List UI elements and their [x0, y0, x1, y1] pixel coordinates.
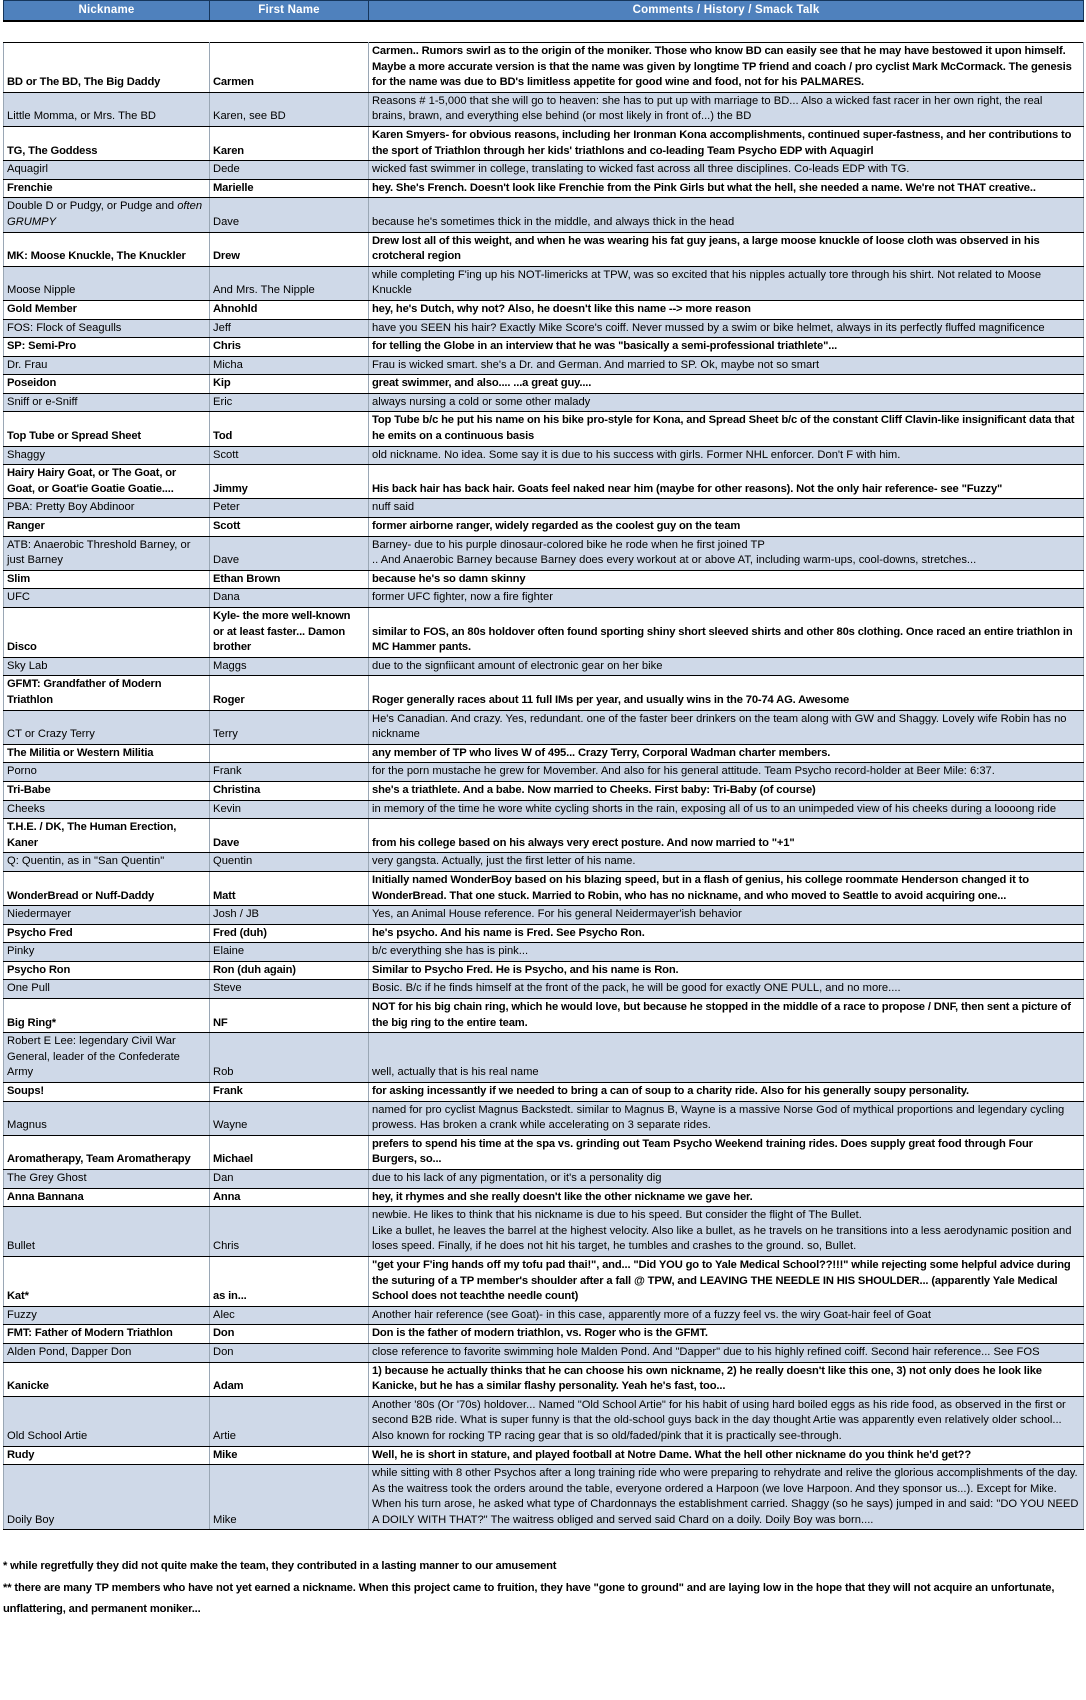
cell-nickname[interactable]: Doily Boy	[4, 1465, 210, 1530]
table-row[interactable]	[4, 1343, 1084, 1362]
table-row[interactable]	[4, 356, 1084, 375]
column-header-first-name[interactable]: First Name	[210, 1, 369, 22]
cell-nickname[interactable]: SP: Semi-Pro	[4, 338, 210, 357]
cell-first-name[interactable]: Chris	[210, 338, 369, 357]
cell-comments[interactable]: prefers to spend his time at the spa vs. grinding out Team Psycho Weekend training rides. Does supply great food through Four Burgers, so...	[369, 1135, 1084, 1169]
table-row[interactable]	[4, 393, 1084, 412]
cell-nickname[interactable]: FMT: Father of Modern Triathlon	[4, 1325, 210, 1344]
table-row[interactable]	[4, 1256, 1084, 1306]
cell-nickname[interactable]: Kat*	[4, 1256, 210, 1306]
header-spacer-row	[4, 21, 1084, 43]
cell-nickname[interactable]: WonderBread or Nuff-Daddy	[4, 871, 210, 905]
table-row[interactable]	[4, 375, 1084, 394]
cell-first-name[interactable]: NF	[210, 999, 369, 1033]
table-row[interactable]	[4, 1362, 1084, 1396]
spacer-cell-comments	[369, 21, 1084, 43]
cell-first-name[interactable]: Frank	[210, 763, 369, 782]
cell-first-name[interactable]: Mike	[210, 1446, 369, 1465]
cell-nickname[interactable]: Q: Quentin, as in "San Quentin"	[4, 853, 210, 872]
table-row[interactable]	[4, 499, 1084, 518]
cell-nickname[interactable]: Shaggy	[4, 446, 210, 465]
cell-comments[interactable]: newbie. He likes to think that his nickname is due to his speed. But consider the flight of The Bullet. Like a bullet, he leaves the barrel at the highest velocity. Also like a bullet, as he travels on he transitions into a less aerodynamic position and loses speed. Finally, if he does not hit his target, he tumbles and crashes to the ground. so, Bullet.	[369, 1207, 1084, 1257]
cell-nickname[interactable]: Soups!	[4, 1083, 210, 1102]
table-row[interactable]	[4, 232, 1084, 266]
table-row[interactable]	[4, 608, 1084, 658]
cell-first-name[interactable]: Don	[210, 1343, 369, 1362]
cell-first-name[interactable]: Quentin	[210, 853, 369, 872]
table-row[interactable]	[4, 1446, 1084, 1465]
cell-comments[interactable]: Another hair reference (see Goat)- in this case, apparently more of a fuzzy feel vs. the wiry Goat-hair feel of Goat	[369, 1306, 1084, 1325]
cell-nickname[interactable]: T.H.E. / DK, The Human Erection, Kaner	[4, 819, 210, 853]
cell-nickname[interactable]: Anna Bannana	[4, 1188, 210, 1207]
cell-nickname[interactable]: The Grey Ghost	[4, 1170, 210, 1189]
spacer-cell-nickname	[4, 21, 210, 43]
cell-first-name[interactable]: Dave	[210, 536, 369, 570]
table-row[interactable]	[4, 819, 1084, 853]
cell-comments[interactable]: "get your F'ing hands off my tofu pad thai!", and... "Did YOU go to Yale Medical School??!!!" while rejecting some helpful advice during the suturing of a TP member's shoulder after a fall @ TPW, and LEAVING THE NEEDLE IN HIS SHOULDER... (apparently Yale Medical School does not teachthe needle count)	[369, 1256, 1084, 1306]
table-row[interactable]	[4, 744, 1084, 763]
cell-comments[interactable]: Frau is wicked smart. she's a Dr. and German. And married to SP. Ok, maybe not so smart	[369, 356, 1084, 375]
cell-comments[interactable]: from his college based on his always very erect posture. And now married to "+1"	[369, 819, 1084, 853]
table-row[interactable]	[4, 446, 1084, 465]
cell-first-name[interactable]: Dede	[210, 161, 369, 180]
cell-nickname[interactable]: Aromatherapy, Team Aromatherapy	[4, 1135, 210, 1169]
cell-nickname[interactable]: Rudy	[4, 1446, 210, 1465]
cell-first-name[interactable]: Terry	[210, 710, 369, 744]
cell-nickname[interactable]: Double D or Pudgy, or Pudge and often GRUMPY	[4, 198, 210, 232]
table-row[interactable]	[4, 319, 1084, 338]
cell-comments[interactable]: Bosic. B/c if he finds himself at the front of the pack, he will be good for exactly ONE PULL, and no more....	[369, 980, 1084, 999]
cell-first-name[interactable]: Steve	[210, 980, 369, 999]
cell-first-name[interactable]: Anna	[210, 1188, 369, 1207]
cell-first-name[interactable]: Rob	[210, 1033, 369, 1083]
table-row[interactable]	[4, 800, 1084, 819]
cell-first-name[interactable]: Ron (duh again)	[210, 961, 369, 980]
column-header-nickname[interactable]: Nickname	[4, 1, 210, 22]
cell-first-name[interactable]: Micha	[210, 356, 369, 375]
table-row[interactable]	[4, 1033, 1084, 1083]
cell-comments[interactable]: named for pro cyclist Magnus Backstedt. similar to Magnus B, Wayne is a massive Norse God of mythical proportions and legendary cycling prowess. Has broken a crank while accelerating on 3 separate rides.	[369, 1101, 1084, 1135]
cell-nickname[interactable]: UFC	[4, 589, 210, 608]
table-row[interactable]	[4, 1083, 1084, 1102]
cell-first-name[interactable]: Kyle- the more well-known or at least faster... Damon brother	[210, 608, 369, 658]
footnote-double-asterisk: ** there are many TP members who have not yet earned a nickname. When this project came to fruition, they have "gone to ground" and are laying low in the hope that they will not acquire an unfortunate, unflattering, and permanent moniker...	[3, 1582, 1055, 1616]
cell-first-name[interactable]: Matt	[210, 871, 369, 905]
cell-first-name[interactable]: Jimmy	[210, 465, 369, 499]
cell-first-name[interactable]: Dan	[210, 1170, 369, 1189]
cell-nickname[interactable]: MK: Moose Knuckle, The Knuckler	[4, 232, 210, 266]
table-row[interactable]	[4, 92, 1084, 126]
nickname-table	[3, 0, 1084, 1530]
table-row[interactable]	[4, 1396, 1084, 1446]
cell-first-name[interactable]: as in...	[210, 1256, 369, 1306]
cell-first-name[interactable]: Scott	[210, 446, 369, 465]
nickname-emphasis: often GRUMPY	[7, 200, 203, 228]
table-row[interactable]	[4, 924, 1084, 943]
cell-first-name[interactable]: Peter	[210, 499, 369, 518]
table-row[interactable]	[4, 338, 1084, 357]
cell-nickname[interactable]: Top Tube or Spread Sheet	[4, 412, 210, 446]
cell-first-name[interactable]: Marielle	[210, 179, 369, 198]
cell-comments[interactable]: wicked fast swimmer in college, translating to wicked fast across all three disciplines. Co-leads EDP with TG.	[369, 161, 1084, 180]
table-row[interactable]	[4, 961, 1084, 980]
table-body	[4, 21, 1084, 1530]
footnotes	[3, 1556, 1081, 1620]
cell-comments[interactable]: NOT for his big chain ring, which he would love, but because he stopped in the middle of a race to propose / DNF, then sent a picture of the big ring to the entire team.	[369, 999, 1084, 1033]
cell-comments[interactable]: any member of TP who lives W of 495... Crazy Terry, Corporal Wadman charter members.	[369, 744, 1084, 763]
cell-nickname[interactable]: The Militia or Western Militia	[4, 744, 210, 763]
cell-first-name[interactable]: Karen	[210, 126, 369, 160]
cell-comments[interactable]: she's a triathlete. And a babe. Now married to Cheeks. First baby: Tri-Baby (of course)	[369, 781, 1084, 800]
cell-nickname[interactable]: CT or Crazy Terry	[4, 710, 210, 744]
cell-comments[interactable]: for telling the Globe in an interview that he was "basically a semi-professional triathlete"...	[369, 338, 1084, 357]
table-row[interactable]	[4, 676, 1084, 710]
cell-comments[interactable]: Roger generally races about 11 full IMs per year, and usually wins in the 70-74 AG. Awesome	[369, 676, 1084, 710]
table-row[interactable]	[4, 999, 1084, 1033]
cell-nickname[interactable]: Fuzzy	[4, 1306, 210, 1325]
cell-nickname[interactable]: Poseidon	[4, 375, 210, 394]
cell-first-name[interactable]: Drew	[210, 232, 369, 266]
cell-first-name[interactable]: Kip	[210, 375, 369, 394]
cell-nickname[interactable]: PBA: Pretty Boy Abdinoor	[4, 499, 210, 518]
cell-comments[interactable]: very gangsta. Actually, just the first letter of his name.	[369, 853, 1084, 872]
cell-first-name[interactable]: Michael	[210, 1135, 369, 1169]
cell-comments[interactable]: Reasons # 1-5,000 that she will go to heaven: she has to put up with marriage to BD... Also a wicked fast racer in her own right, the real brains, brawn, and everything else behind (or most likely in front of...) the BD	[369, 92, 1084, 126]
cell-nickname[interactable]: Pinky	[4, 943, 210, 962]
cell-first-name[interactable]: Karen, see BD	[210, 92, 369, 126]
cell-first-name[interactable]: Maggs	[210, 657, 369, 676]
cell-comments[interactable]: due to the signfiicant amount of electronic gear on her bike	[369, 657, 1084, 676]
cell-nickname[interactable]: Robert E Lee: legendary Civil War General, leader of the Confederate Army	[4, 1033, 210, 1083]
table-row[interactable]	[4, 1170, 1084, 1189]
table-row[interactable]	[4, 43, 1084, 93]
cell-first-name[interactable]: Josh / JB	[210, 906, 369, 925]
table-row[interactable]	[4, 179, 1084, 198]
table-row[interactable]	[4, 1306, 1084, 1325]
cell-comments[interactable]: Initially named WonderBoy based on his blazing speed, but in a flash of genius, his college roommate Henderson changed it to WonderBread. That one stuck. Married to Robin, who has no nickname, and who moved to Seattle to avoid acquiring one...	[369, 871, 1084, 905]
cell-first-name[interactable]: Dave	[210, 198, 369, 232]
cell-nickname[interactable]: Aquagirl	[4, 161, 210, 180]
cell-first-name[interactable]: Christina	[210, 781, 369, 800]
cell-nickname[interactable]: GFMT: Grandfather of Modern Triathlon	[4, 676, 210, 710]
cell-nickname[interactable]: Magnus	[4, 1101, 210, 1135]
cell-nickname[interactable]: Little Momma, or Mrs. The BD	[4, 92, 210, 126]
cell-comments[interactable]: Don is the father of modern triathlon, vs. Roger who is the GFMT.	[369, 1325, 1084, 1344]
cell-first-name[interactable]: And Mrs. The Nipple	[210, 266, 369, 300]
table-row[interactable]	[4, 412, 1084, 446]
cell-nickname[interactable]: Ranger	[4, 518, 210, 537]
spacer-cell-first-name	[210, 21, 369, 43]
cell-comments[interactable]: Barney- due to his purple dinosaur-colored bike he rode when he first joined TP .. And Anaerobic Barney because Barney does every workout at or above AT, including warm-ups, cool-downs, stretches...	[369, 536, 1084, 570]
cell-comments[interactable]: for asking incessantly if we needed to bring a can of soup to a charity ride. Also for his generally soupy personality.	[369, 1083, 1084, 1102]
cell-nickname[interactable]: Sniff or e-Sniff	[4, 393, 210, 412]
table-row[interactable]	[4, 763, 1084, 782]
cell-first-name[interactable]: Ahnohld	[210, 300, 369, 319]
cell-first-name[interactable]: Roger	[210, 676, 369, 710]
table-row[interactable]	[4, 518, 1084, 537]
cell-nickname[interactable]: Hairy Hairy Goat, or The Goat, or Goat, or Goat'ie Goatie Goatie....	[4, 465, 210, 499]
cell-comments[interactable]: in memory of the time he wore white cycling shorts in the rain, exposing all of us to an unimpeded view of his cheeks during a loooong ride	[369, 800, 1084, 819]
cell-nickname[interactable]: Moose Nipple	[4, 266, 210, 300]
cell-nickname[interactable]: Porno	[4, 763, 210, 782]
cell-nickname[interactable]: Gold Member	[4, 300, 210, 319]
cell-nickname[interactable]: Kanicke	[4, 1362, 210, 1396]
table-row[interactable]	[4, 980, 1084, 999]
table-row[interactable]	[4, 570, 1084, 589]
table-row[interactable]	[4, 906, 1084, 925]
cell-comments[interactable]: Similar to Psycho Fred. He is Psycho, and his name is Ron.	[369, 961, 1084, 980]
table-row[interactable]	[4, 853, 1084, 872]
cell-comments[interactable]: He's Canadian. And crazy. Yes, redundant. one of the faster beer drinkers on the team along with GW and Shaggy. Lovely wife Robin has no nickname	[369, 710, 1084, 744]
cell-nickname[interactable]: Frenchie	[4, 179, 210, 198]
cell-comments[interactable]: former UFC fighter, now a fire fighter	[369, 589, 1084, 608]
cell-nickname[interactable]: Disco	[4, 608, 210, 658]
table-row[interactable]	[4, 536, 1084, 570]
cell-comments[interactable]: old nickname. No idea. Some say it is due to his success with girls. Former NHL enforcer. Don't F with him.	[369, 446, 1084, 465]
cell-nickname[interactable]: Sky Lab	[4, 657, 210, 676]
cell-first-name[interactable]: Carmen	[210, 43, 369, 93]
cell-comments[interactable]: Well, he is short in stature, and played football at Notre Dame. What the hell other nickname do you think he'd get??	[369, 1446, 1084, 1465]
cell-comments[interactable]: have you SEEN his hair? Exactly Mike Score's coiff. Never mussed by a swim or bike helmet, always in its perfectly fluffed magnificence	[369, 319, 1084, 338]
table-row[interactable]	[4, 589, 1084, 608]
table-row[interactable]	[4, 161, 1084, 180]
cell-nickname[interactable]: Big Ring*	[4, 999, 210, 1033]
cell-comments[interactable]: nuff said	[369, 499, 1084, 518]
cell-first-name[interactable]: Alec	[210, 1306, 369, 1325]
cell-first-name[interactable]: Eric	[210, 393, 369, 412]
table-row[interactable]	[4, 266, 1084, 300]
cell-first-name[interactable]: Adam	[210, 1362, 369, 1396]
cell-first-name[interactable]: Wayne	[210, 1101, 369, 1135]
cell-comments[interactable]: Top Tube b/c he put his name on his bike pro-style for Kona, and Spread Sheet b/c of the constant Cliff Clavin-like insignificant data that he emits on a continuous basis	[369, 412, 1084, 446]
cell-nickname[interactable]: Psycho Ron	[4, 961, 210, 980]
cell-comments[interactable]: 1) because he actually thinks that he can choose his own nickname, 2) he really doesn't like this one, 3) not only does he look like Kanicke, but he has a similar flashy personality. Yeah he's fast, too...	[369, 1362, 1084, 1396]
column-header-comments[interactable]: Comments / History / Smack Talk	[369, 1, 1084, 22]
cell-nickname[interactable]: TG, The Goddess	[4, 126, 210, 160]
cell-first-name[interactable]: Chris	[210, 1207, 369, 1257]
cell-comments[interactable]: hey, he's Dutch, why not? Also, he doesn't like this name --> more reason	[369, 300, 1084, 319]
table-row[interactable]	[4, 1207, 1084, 1257]
cell-nickname[interactable]: ATB: Anaerobic Threshold Barney, or just Barney	[4, 536, 210, 570]
cell-comments[interactable]: well, actually that is his real name	[369, 1033, 1084, 1083]
table-row[interactable]	[4, 1135, 1084, 1169]
cell-nickname[interactable]: FOS: Flock of Seagulls	[4, 319, 210, 338]
cell-first-name[interactable]: Dana	[210, 589, 369, 608]
cell-nickname[interactable]: Psycho Fred	[4, 924, 210, 943]
table-row[interactable]	[4, 465, 1084, 499]
table-row[interactable]	[4, 710, 1084, 744]
cell-first-name[interactable]: Tod	[210, 412, 369, 446]
cell-comments[interactable]: while sitting with 8 other Psychos after a long training ride who were preparing to rehydrate and relive the glorious accomplishments of the day. As the waitress took the orders around the table, everyone ordered a Harpoon (we love Harpoon. And they sponsor us...). Except for Mike. When his turn arose, he asked what type of Chardonnays the establishment carried. Shaggy (so he says) jumped in and said: "DO YOU NEED A DOILY WITH THAT?" The waitress obliged and served said Chard on a doily. Doily Boy was born....	[369, 1465, 1084, 1530]
cell-nickname[interactable]: Slim	[4, 570, 210, 589]
cell-first-name[interactable]: Frank	[210, 1083, 369, 1102]
cell-comments[interactable]: hey. She's French. Doesn't look like Frenchie from the Pink Girls but what the hell, she needed a name. We're not THAT creative..	[369, 179, 1084, 198]
cell-first-name[interactable]: Kevin	[210, 800, 369, 819]
cell-first-name[interactable]: Scott	[210, 518, 369, 537]
cell-comments[interactable]: he's psycho. And his name is Fred. See Psycho Ron.	[369, 924, 1084, 943]
cell-nickname[interactable]: Alden Pond, Dapper Don	[4, 1343, 210, 1362]
table-header	[4, 1, 1084, 22]
cell-first-name[interactable]: Fred (duh)	[210, 924, 369, 943]
cell-comments[interactable]: close reference to favorite swimming hole Malden Pond. And "Dapper" due to his highly refined coiff. Second hair reference... See FOS	[369, 1343, 1084, 1362]
table-row[interactable]	[4, 1325, 1084, 1344]
cell-comments[interactable]: for the porn mustache he grew for Movember. And also for his general attitude. Team Psycho record-holder at Beer Mile: 6:37.	[369, 763, 1084, 782]
cell-comments[interactable]: Carmen.. Rumors swirl as to the origin of the moniker. Those who know BD can easily see that he may have bestowed it upon himself. Maybe a more accurate version is that the name was given by longtime TP friend and coach / pro cyclist Mark McCormack. The genesis for the name was due to BD's limitless appetite for good wine and food, not for his PALMARES.	[369, 43, 1084, 93]
table-row[interactable]	[4, 657, 1084, 676]
cell-nickname[interactable]: One Pull	[4, 980, 210, 999]
cell-comments[interactable]: due to his lack of any pigmentation, or it's a personality dig	[369, 1170, 1084, 1189]
cell-nickname[interactable]: Old School Artie	[4, 1396, 210, 1446]
cell-nickname[interactable]: Niedermayer	[4, 906, 210, 925]
table-row[interactable]	[4, 126, 1084, 160]
table-row[interactable]	[4, 781, 1084, 800]
cell-first-name[interactable]: Artie	[210, 1396, 369, 1446]
cell-comments[interactable]: b/c everything she has is pink...	[369, 943, 1084, 962]
cell-nickname[interactable]: Bullet	[4, 1207, 210, 1257]
cell-comments[interactable]: because he's so damn skinny	[369, 570, 1084, 589]
cell-comments[interactable]: Yes, an Animal House reference. For his general Neidermayer'ish behavior	[369, 906, 1084, 925]
table-row[interactable]	[4, 1188, 1084, 1207]
cell-first-name[interactable]: Mike	[210, 1465, 369, 1530]
cell-comments[interactable]: great swimmer, and also.... ...a great guy....	[369, 375, 1084, 394]
cell-nickname[interactable]: Dr. Frau	[4, 356, 210, 375]
cell-first-name[interactable]: Dave	[210, 819, 369, 853]
cell-nickname[interactable]: Cheeks	[4, 800, 210, 819]
table-row[interactable]	[4, 198, 1084, 232]
table-row[interactable]	[4, 943, 1084, 962]
header-row	[4, 1, 1084, 22]
cell-comments[interactable]: former airborne ranger, widely regarded as the coolest guy on the team	[369, 518, 1084, 537]
cell-comments[interactable]: similar to FOS, an 80s holdover often found sporting shiny short sleeved shirts and other 80s clothing. Once raced an entire triathlon in MC Hammer pants.	[369, 608, 1084, 658]
cell-comments[interactable]: while completing F'ing up his NOT-limericks at TPW, was so excited that his nipples actually tore through his shirt. Not related to Moose Knuckle	[369, 266, 1084, 300]
cell-comments[interactable]: Drew lost all of this weight, and when he was wearing his fat guy jeans, a large moose knuckle of loose cloth was observed in his crotcheral region	[369, 232, 1084, 266]
cell-comments[interactable]: because he's sometimes thick in the middle, and always thick in the head	[369, 198, 1084, 232]
cell-first-name[interactable]: Don	[210, 1325, 369, 1344]
table-row[interactable]	[4, 1465, 1084, 1530]
cell-comments[interactable]: His back hair has back hair. Goats feel naked near him (maybe for other reasons). Not the only hair reference- see "Fuzzy"	[369, 465, 1084, 499]
table-row[interactable]	[4, 1101, 1084, 1135]
table-row[interactable]	[4, 871, 1084, 905]
table-row[interactable]	[4, 300, 1084, 319]
cell-nickname[interactable]: BD or The BD, The Big Daddy	[4, 43, 210, 93]
cell-first-name[interactable]	[210, 744, 369, 763]
cell-first-name[interactable]: Elaine	[210, 943, 369, 962]
cell-nickname[interactable]: Tri-Babe	[4, 781, 210, 800]
cell-first-name[interactable]: Ethan Brown	[210, 570, 369, 589]
cell-comments[interactable]: Karen Smyers- for obvious reasons, including her Ironman Kona accomplishments, continued super-fastness, and her contributions to the sport of Triathlon through her kids' triathlons and co-leading Team Psycho EDP with Aquagirl	[369, 126, 1084, 160]
cell-comments[interactable]: hey, it rhymes and she really doesn't like the other nickname we gave her.	[369, 1188, 1084, 1207]
cell-comments[interactable]: Another '80s (Or '70s) holdover... Named "Old School Artie" for his habit of using hard boiled eggs as his ride food, as observed in the first or second B2B ride. What is super funny is that the old-school guys back in the day thought Artie was apparently even relatively older school... Also known for rocking TP racing gear that is so old/faded/pink that it is practically see-through.	[369, 1396, 1084, 1446]
cell-first-name[interactable]: Jeff	[210, 319, 369, 338]
cell-comments[interactable]: always nursing a cold or some other malady	[369, 393, 1084, 412]
footnote-single-asterisk: * while regretfully they did not quite make the team, they contributed in a lasting manner to our amusement	[3, 1560, 557, 1573]
